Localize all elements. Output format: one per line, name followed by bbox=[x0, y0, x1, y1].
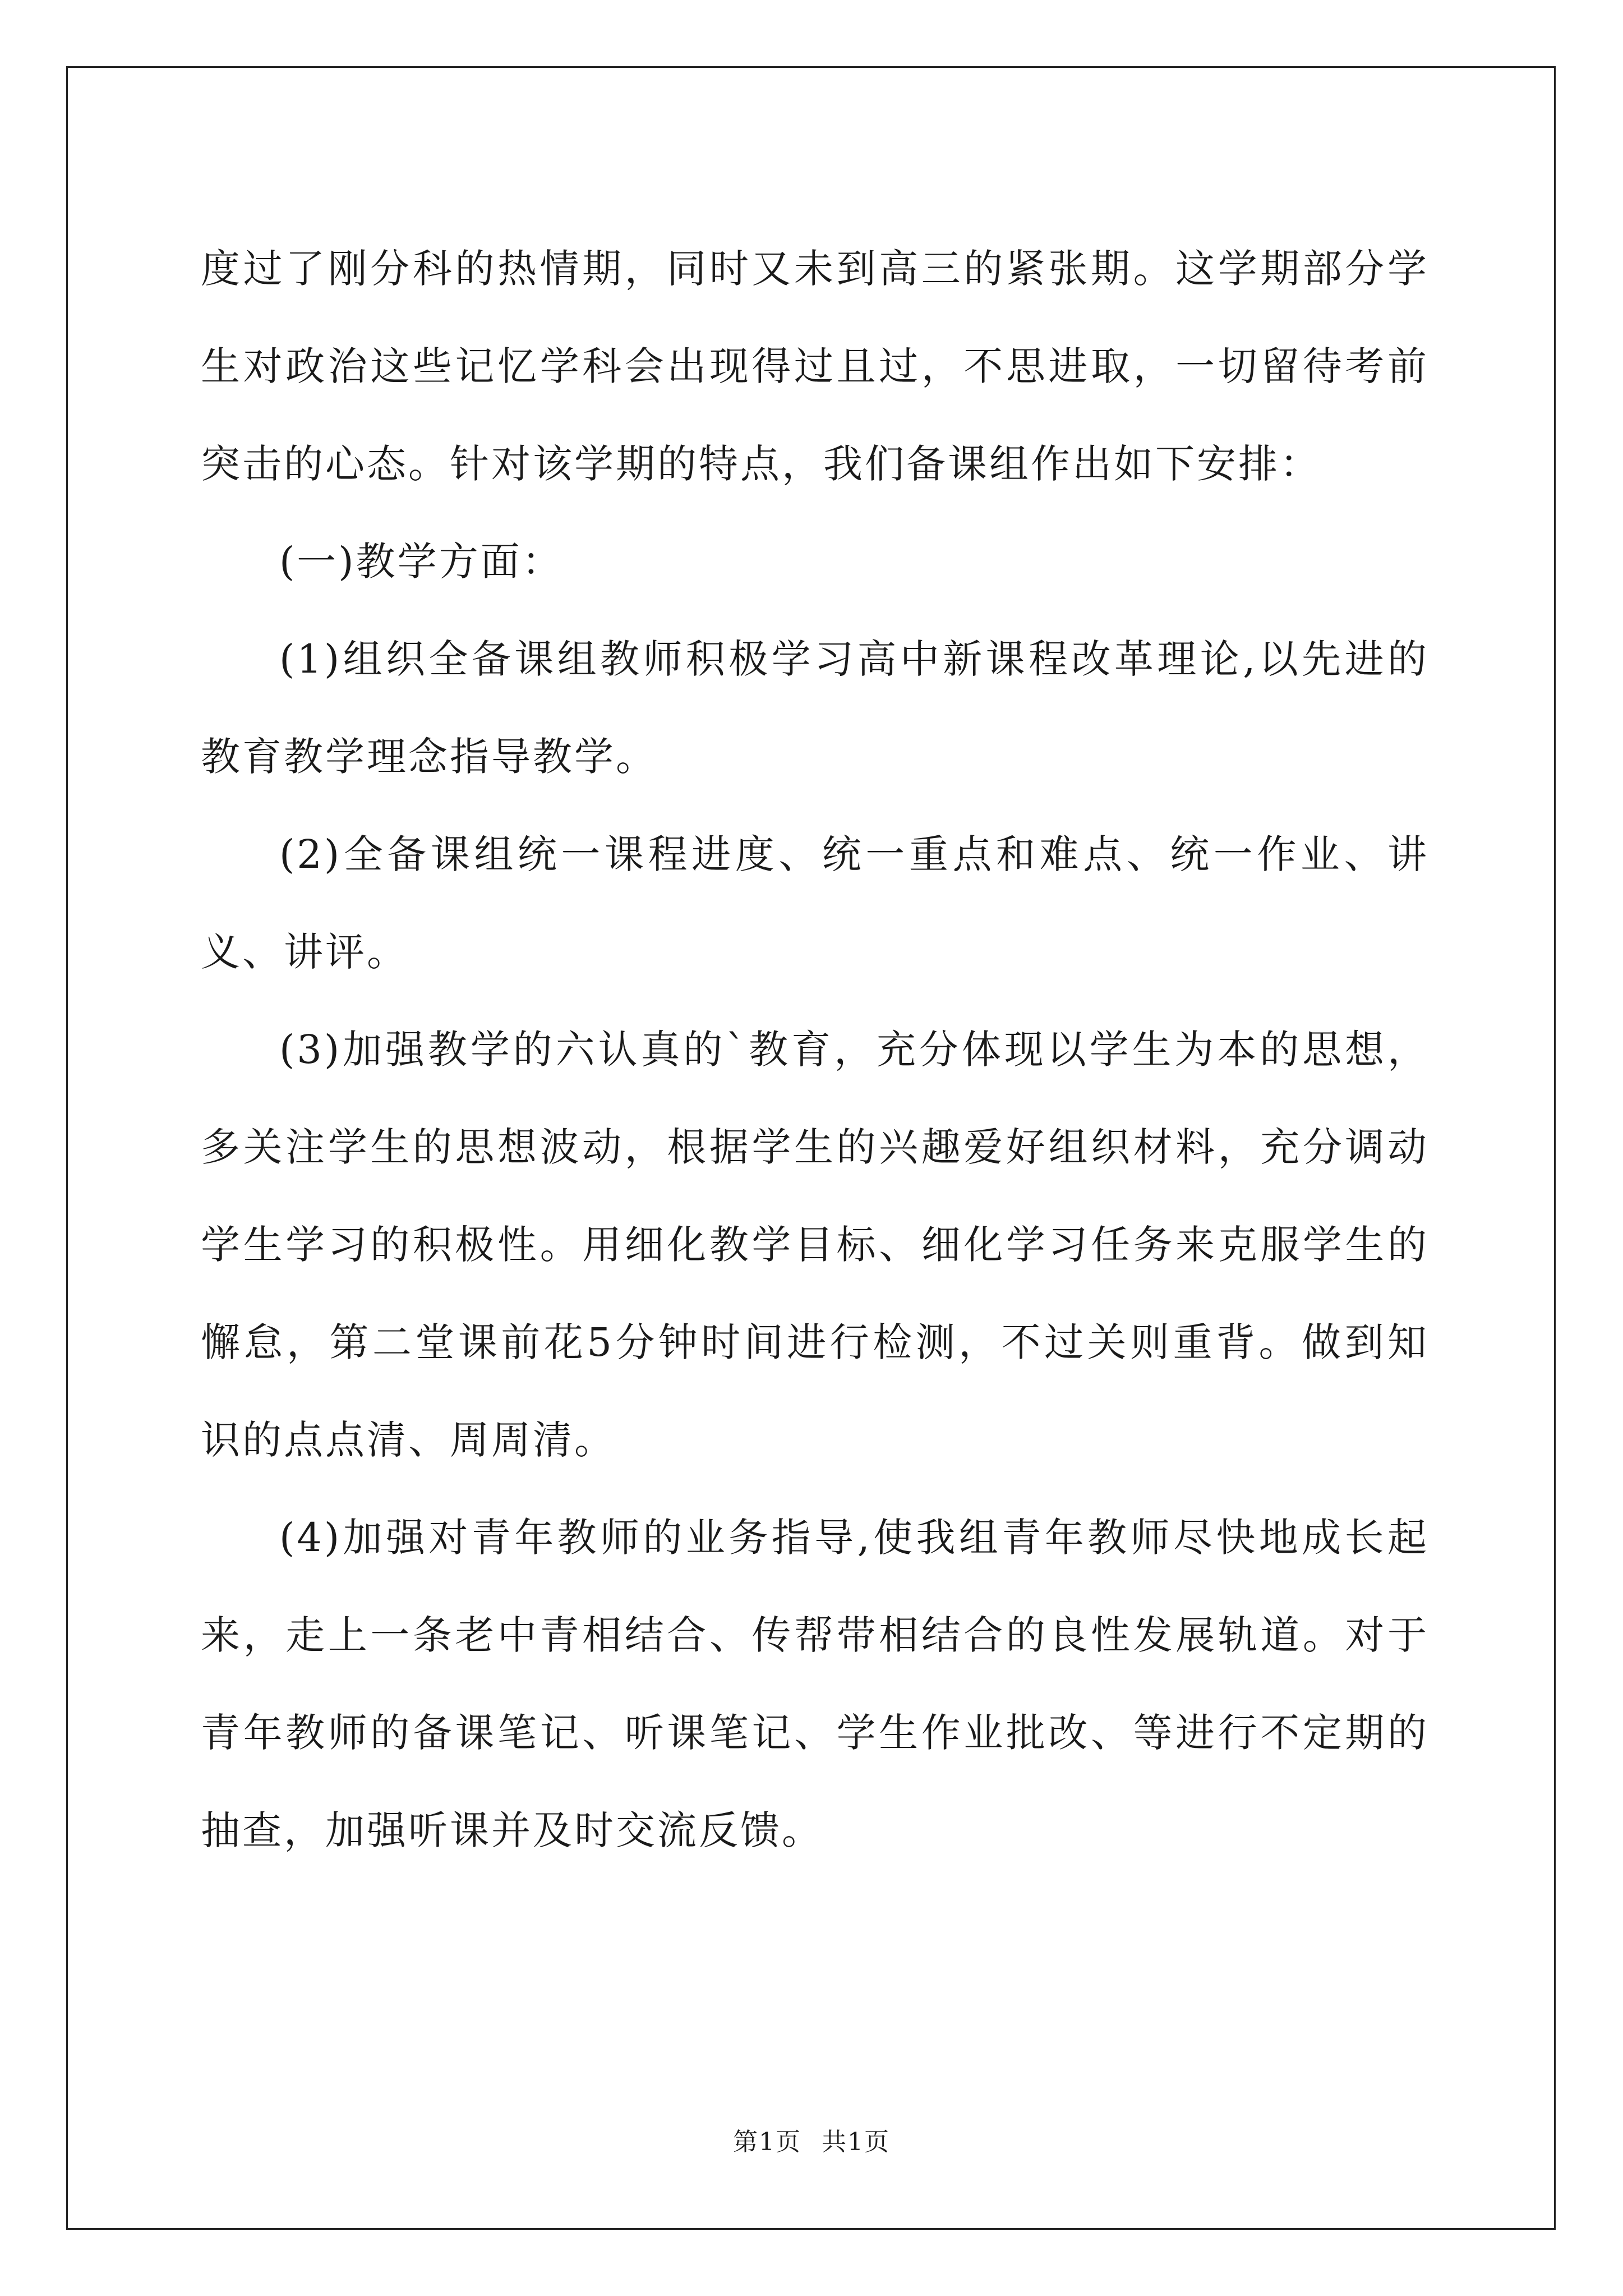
page-footer bbox=[0, 2122, 1623, 2157]
paragraph-item-4: (4)加强对青年教师的业务指导,使我组青年教师尽快地成长起来，走上一条老中青相结合、传帮带相结合的良性发展轨道。对于青年教师的备课笔记、听课笔记、学生作业批改、等进行不定期的抽查，加强听课并及时交流反馈。 bbox=[201, 1515, 1429, 1853]
paragraph-item-2: (2)全备课组统一课程进度、统一重点和难点、统一作业、讲义、讲评。 bbox=[201, 831, 1429, 975]
section-heading-teaching: (一)教学方面： bbox=[279, 539, 564, 585]
page-number-total: 共1页 bbox=[822, 2128, 890, 2156]
paragraph-intro: 度过了刚分科的热情期，同时又未到高三的紧张期。这学期部分学生对政治这些记忆学科会出现得过且过，不思进取，一切留待考前突击的心态。针对该学期的特点，我们备课组作出如下安排： bbox=[201, 246, 1429, 487]
page-number-current: 第1页 bbox=[733, 2128, 801, 2156]
document-body bbox=[201, 220, 1429, 1879]
paragraph-item-1: (1)组织全备课组教师积极学习高中新课程改革理论,以先进的教育教学理念指导教学。 bbox=[201, 636, 1429, 780]
paragraph-item-3: (3)加强教学的六认真的`教育，充分体现以学生为本的思想，多关注学生的思想波动，根据学生的兴趣爱好组织材料，充分调动学生学习的积极性。用细化教学目标、细化学习任务来克服学生的懈怠，第二堂课前花5分钟时间进行检测，不过关则重背。做到知识的点点清、周周清。 bbox=[201, 1027, 1429, 1463]
